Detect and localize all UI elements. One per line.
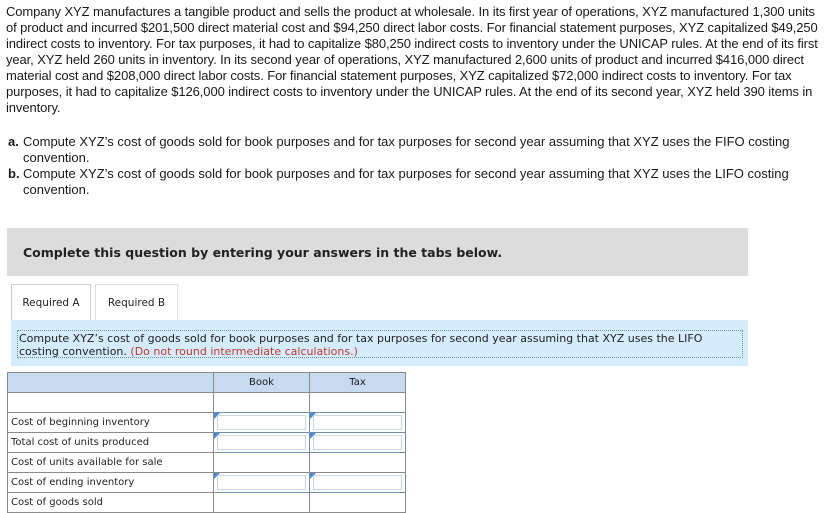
tab-required-b[interactable]: Required B	[95, 284, 178, 320]
input-field[interactable]	[217, 475, 306, 490]
units-produced-tax-input[interactable]	[310, 433, 406, 453]
spacer-cell	[8, 393, 214, 413]
input-field[interactable]	[313, 415, 402, 430]
table-header-row	[8, 373, 406, 393]
row-label: Cost of ending inventory	[8, 473, 214, 493]
available-for-sale-book-cell	[214, 453, 310, 473]
part-b-text: Compute XYZ’s cost of goods sold for book purposes and for tax purposes for second year assuming that XYZ uses the LIFO costing convention.	[23, 166, 789, 197]
tab-bar	[11, 284, 178, 320]
header-tax: Tax	[310, 373, 406, 393]
part-a-text: Compute XYZ’s cost of goods sold for book purposes and for tax purposes for second year assuming that XYZ uses the FIFO costing convention.	[23, 134, 790, 165]
row-label: Cost of beginning inventory	[8, 413, 214, 433]
answer-table	[7, 372, 406, 513]
input-field[interactable]	[217, 435, 306, 450]
available-for-sale-tax-cell	[310, 453, 406, 473]
part-a-label: a.	[8, 134, 19, 149]
question-prompt	[17, 330, 743, 358]
input-field[interactable]	[217, 415, 306, 430]
prompt-note: (Do not round intermediate calculations.)	[130, 345, 358, 358]
table-row	[8, 473, 406, 493]
ending-inventory-tax-input[interactable]	[310, 473, 406, 493]
prompt-text: Compute XYZ’s cost of goods sold for book purposes and for tax purposes for second year assuming that XYZ uses the LIFO costing convention.	[19, 332, 703, 358]
row-label: Cost of goods sold	[8, 493, 214, 513]
problem-statement: Company XYZ manufactures a tangible product and sells the product at wholesale. In its first year of operations, XYZ manufactured 1,300 units of product and incurred $201,500 direct material cost and $94,250 direct labor costs. For financial statement purposes, XYZ capitalized $49,250 indirect costs to inventory. For tax purposes, it had to capitalize $80,250 indirect costs to inventory under the UNICAP rules. At the end of its first year, XYZ held 260 units in inventory. In its second year of operations, XYZ manufactured 2,600 units of product and incurred $416,000 direct material cost and $208,000 direct labor costs. For financial statement purposes, XYZ capitalized $72,000 indirect costs to inventory. For tax purposes, it had to capitalize $126,000 indirect costs to inventory under the UNICAP rules. At the end of its second year, XYZ held 390 items in inventory.	[6, 4, 818, 115]
instruction-text: Complete this question by entering your answers in the tabs below.	[23, 244, 503, 260]
part-b	[8, 166, 808, 198]
part-a	[8, 134, 808, 166]
units-produced-book-input[interactable]	[214, 433, 310, 453]
instruction-banner	[7, 228, 748, 276]
table-row	[8, 453, 406, 473]
part-b-label: b.	[8, 166, 20, 181]
spacer-cell	[310, 393, 406, 413]
row-label: Total cost of units produced	[8, 433, 214, 453]
table-row	[8, 493, 406, 513]
cogs-tax-cell	[310, 493, 406, 513]
table-row	[8, 433, 406, 453]
table-spacer-row	[8, 393, 406, 413]
header-book: Book	[214, 373, 310, 393]
tab-required-a[interactable]: Required A	[11, 284, 91, 320]
beginning-inventory-book-input[interactable]	[214, 413, 310, 433]
beginning-inventory-tax-input[interactable]	[310, 413, 406, 433]
question-panel	[11, 320, 748, 366]
row-label: Cost of units available for sale	[8, 453, 214, 473]
input-field[interactable]	[313, 475, 402, 490]
cogs-book-cell	[214, 493, 310, 513]
question-parts	[8, 134, 808, 198]
spacer-cell	[214, 393, 310, 413]
input-field[interactable]	[313, 435, 402, 450]
header-blank	[8, 373, 214, 393]
table-row	[8, 413, 406, 433]
ending-inventory-book-input[interactable]	[214, 473, 310, 493]
